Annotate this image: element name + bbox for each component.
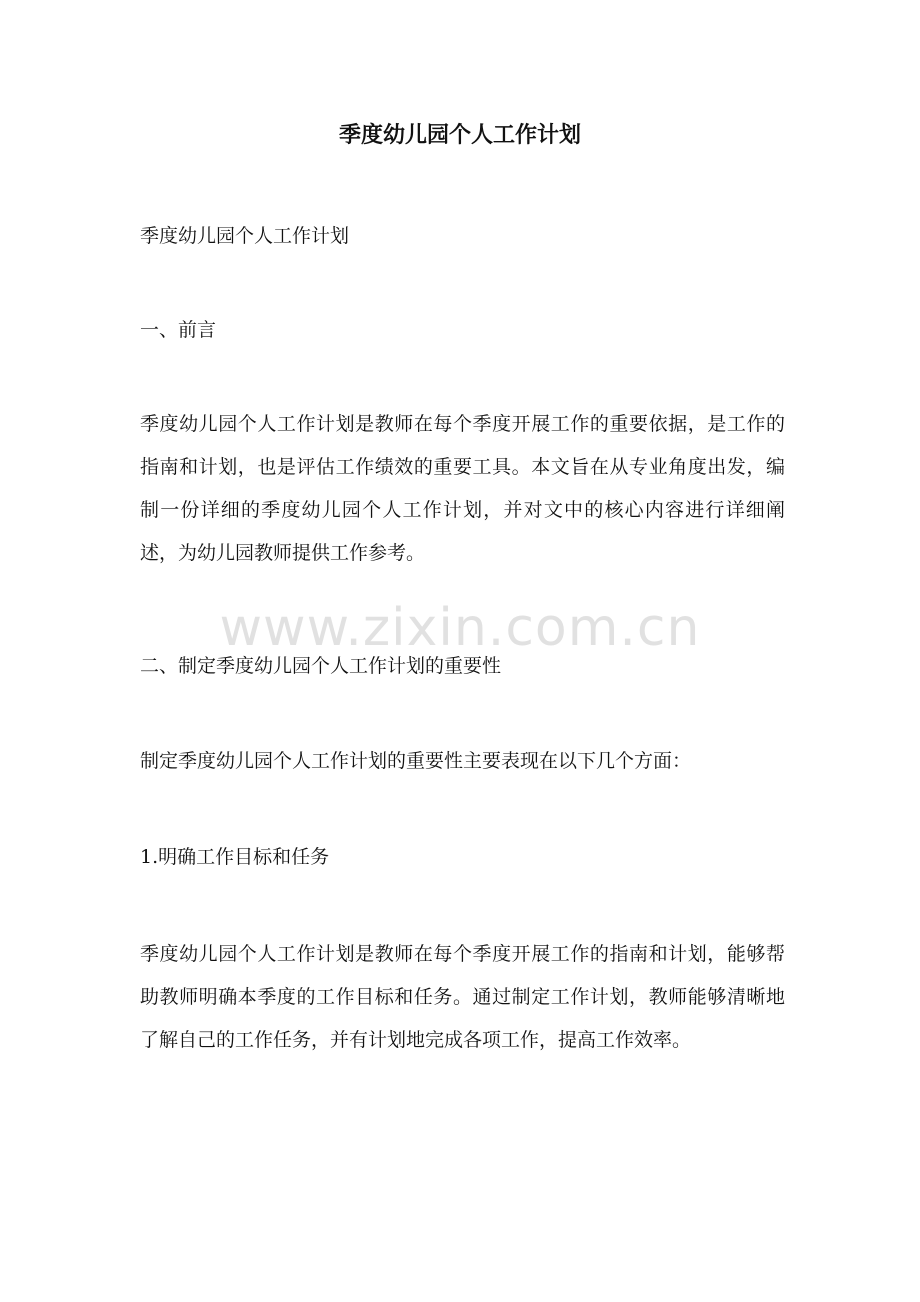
section-heading-preface: 一、前言 <box>140 319 217 341</box>
document-title: 季度幼儿园个人工作计划 <box>338 123 581 148</box>
document-subtitle: 季度幼儿园个人工作计划 <box>140 225 350 247</box>
section-heading-goals: 1.明确工作目标和任务 <box>140 846 330 868</box>
paragraph-goals: 季度幼儿园个人工作计划是教师在每个季度开展工作的指南和计划，能够帮助教师明确本季度的工作目标和任务。通过制定工作计划，教师能够清晰地了解自己的工作任务，并有计划地完成各项工作，提高工作效率。 <box>140 943 785 1051</box>
paragraph-preface: 季度幼儿园个人工作计划是教师在每个季度开展工作的重要依据，是工作的指南和计划，也是评估工作绩效的重要工具。本文旨在从专业角度出发，编制一份详细的季度幼儿园个人工作计划，并对文中的核心内容进行详细阐述，为幼儿园教师提供工作参考。 <box>140 413 785 564</box>
section-heading-importance: 二、制定季度幼儿园个人工作计划的重要性 <box>140 655 502 677</box>
paragraph-importance-intro: 制定季度幼儿园个人工作计划的重要性主要表现在以下几个方面： <box>140 750 692 772</box>
watermark-text: www.zixin.com.cn <box>219 598 701 658</box>
